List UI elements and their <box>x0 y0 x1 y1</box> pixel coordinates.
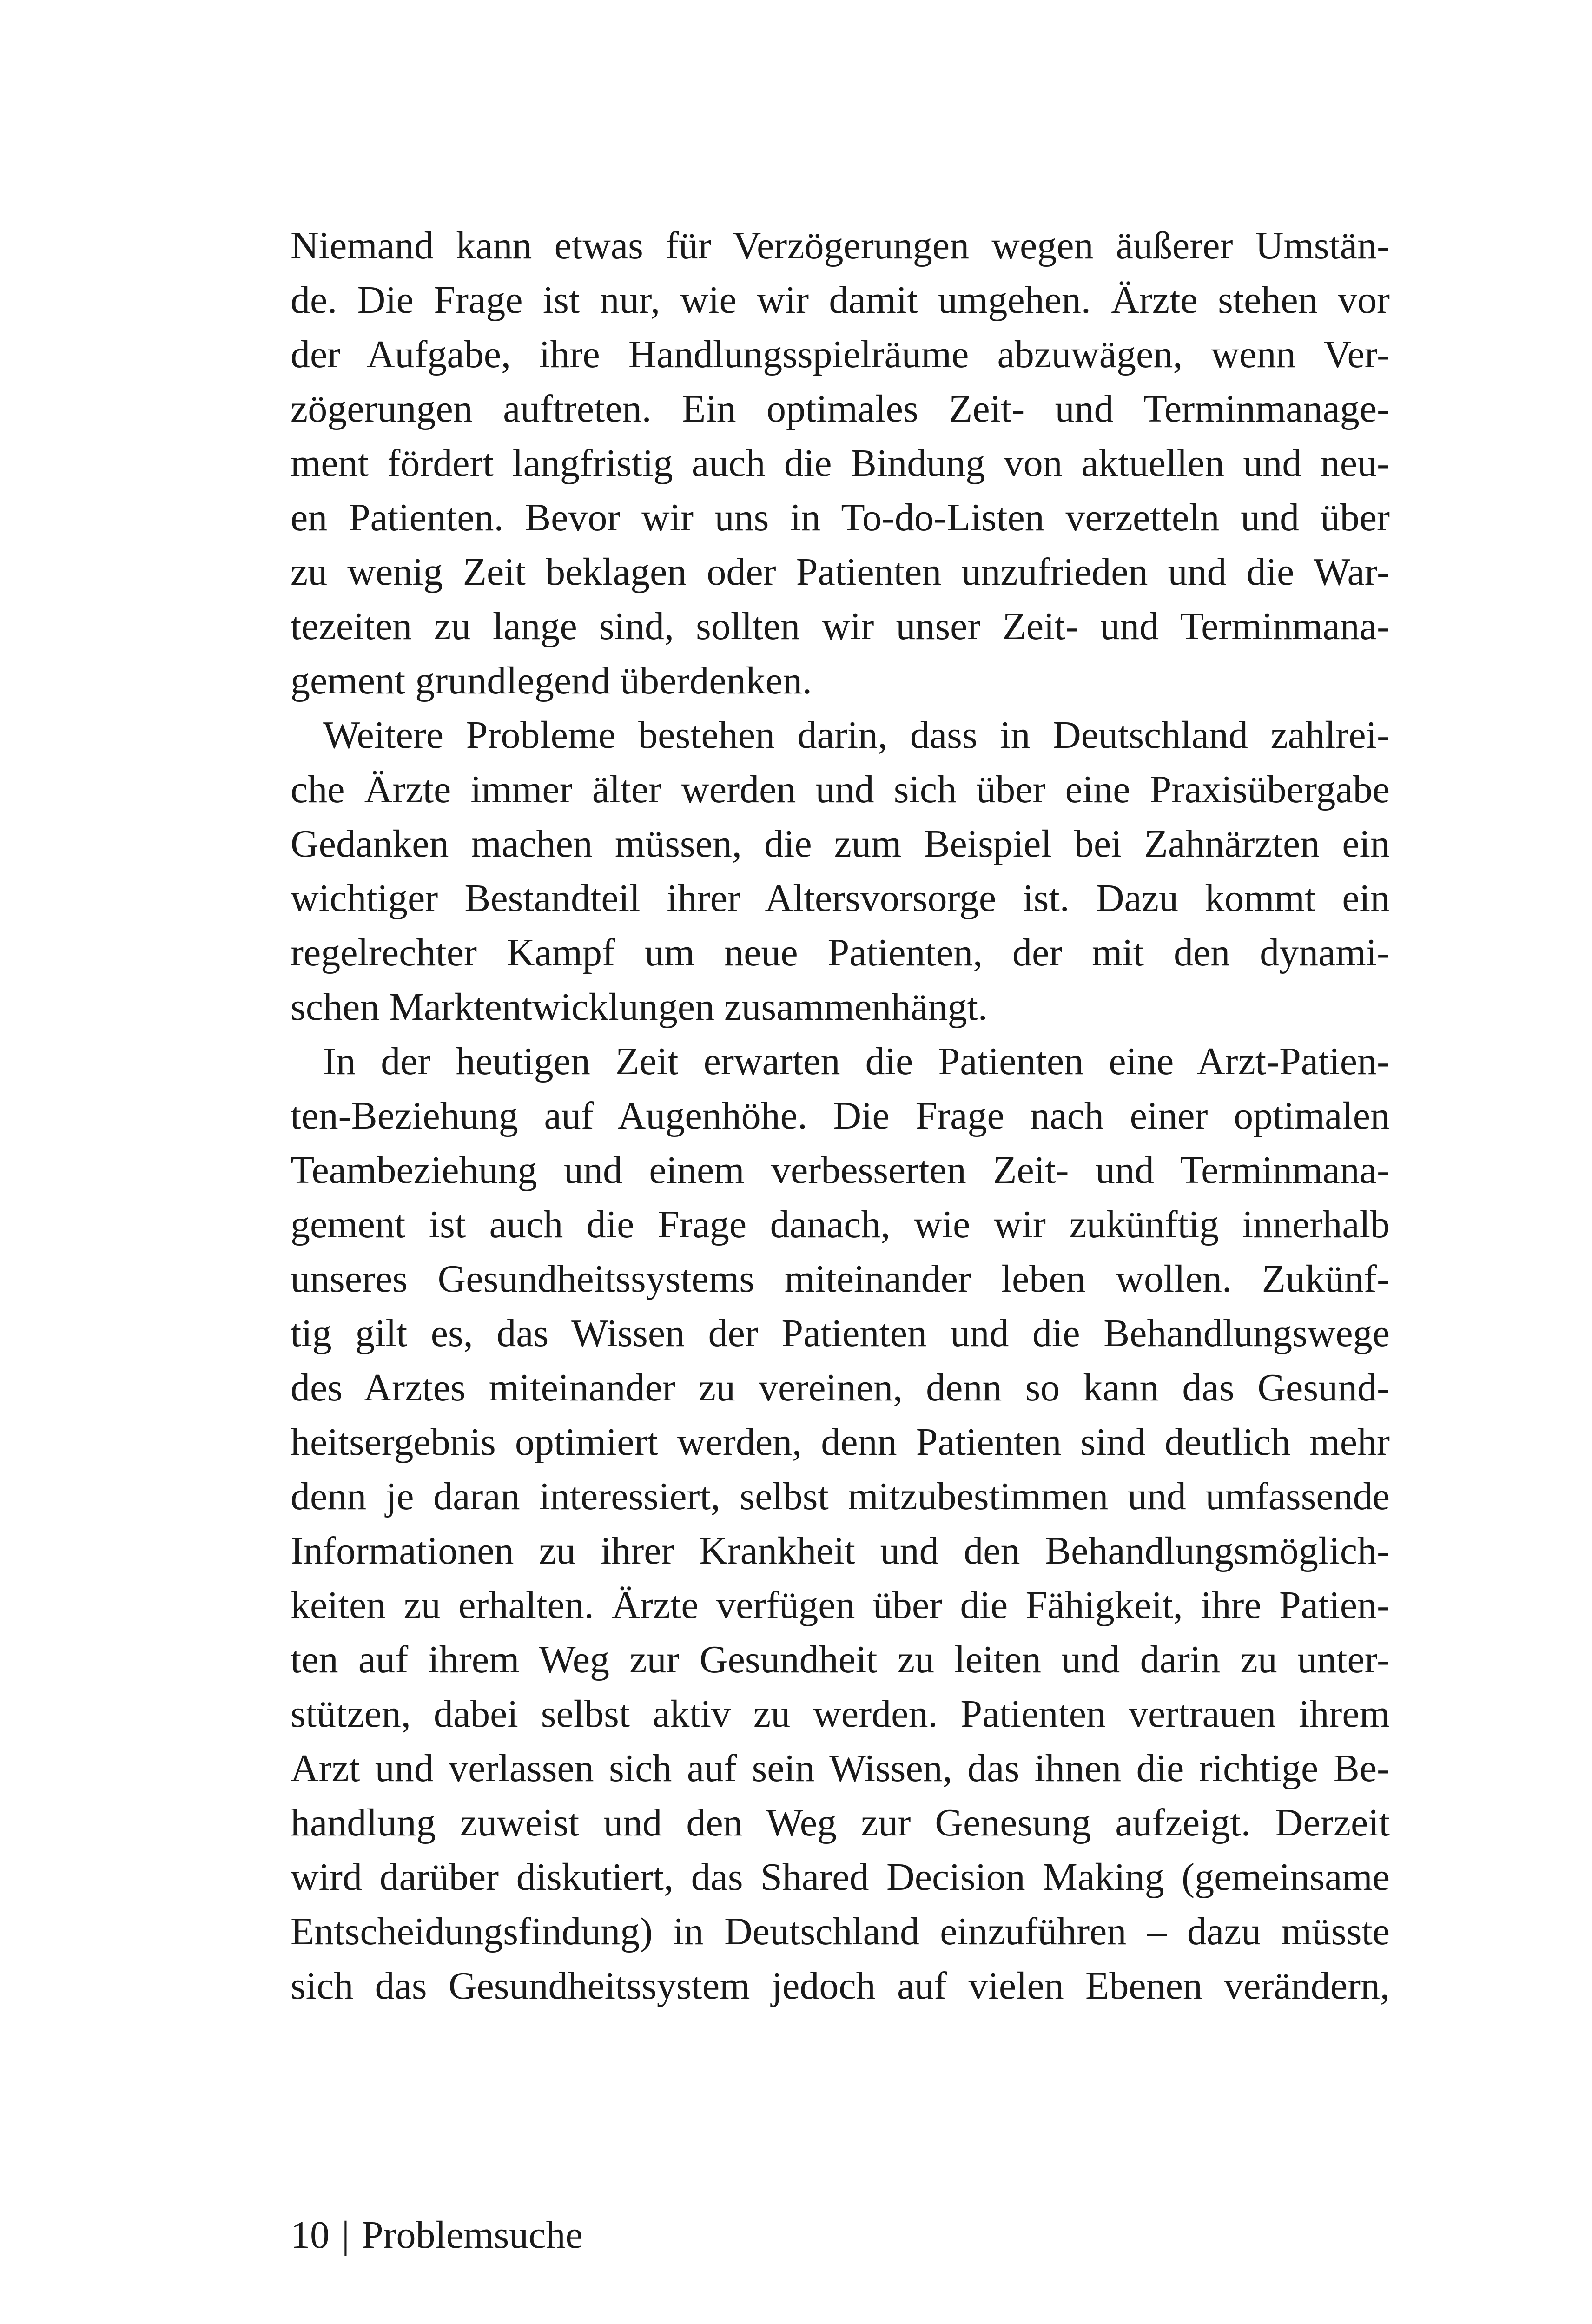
text-line: heitsergebnis optimiert werden, denn Patienten sind deutlich mehr <box>291 1420 1390 1464</box>
text-line: stützen, dabei selbst aktiv zu werden. Patienten vertrauen ihrem <box>291 1692 1390 1736</box>
page-footer <box>291 2208 583 2262</box>
text-line: Entscheidungsfindung) in Deutschland einzuführen – dazu müsste <box>291 1910 1390 1953</box>
text-line: Weitere Probleme bestehen darin, dass in Deutschland zahlrei- <box>323 713 1390 757</box>
text-line: des Arztes miteinander zu vereinen, denn so kann das Gesund- <box>291 1366 1390 1409</box>
text-line: Teambeziehung und einem verbesserten Zeit- und Terminmana- <box>291 1149 1390 1192</box>
text-line: ten auf ihrem Weg zur Gesundheit zu leiten und darin zu unter- <box>291 1638 1390 1681</box>
text-line: wird darüber diskutiert, das Shared Decision Making (gemeinsame <box>291 1855 1390 1899</box>
text-line: ment fördert langfristig auch die Bindung von aktuellen und neu- <box>291 442 1390 485</box>
text-line: wichtiger Bestandteil ihrer Altersvorsorge ist. Dazu kommt ein <box>291 877 1390 920</box>
text-line: In der heutigen Zeit erwarten die Patienten eine Arzt-Patien- <box>323 1040 1390 1083</box>
text-line: zögerungen auftreten. Ein optimales Zeit- und Terminmanage- <box>291 387 1390 430</box>
page-number: 10 <box>291 2213 330 2257</box>
text-line: der Aufgabe, ihre Handlungsspielräume abzuwägen, wenn Ver- <box>291 333 1390 376</box>
text-line: Gedanken machen müssen, die zum Beispiel bei Zahnärzten ein <box>291 822 1390 865</box>
text-line: en Patienten. Bevor wir uns in To-do-Listen verzetteln und über <box>291 496 1390 539</box>
text-line: de. Die Frage ist nur, wie wir damit umgehen. Ärzte stehen vor <box>291 278 1390 322</box>
text-line: Arzt und verlassen sich auf sein Wissen, das ihnen die richtige Be- <box>291 1747 1390 1790</box>
text-line: unseres Gesundheitssystems miteinander leben wollen. Zukünf- <box>291 1257 1390 1301</box>
text-line: handlung zuweist und den Weg zur Genesung aufzeigt. Derzeit <box>291 1801 1390 1844</box>
text-line: ten-Beziehung auf Augenhöhe. Die Frage nach einer optimalen <box>291 1094 1390 1137</box>
text-line: keiten zu erhalten. Ärzte verfügen über die Fähigkeit, ihre Patien- <box>291 1584 1390 1627</box>
text-line: denn je daran interessiert, selbst mitzubestimmen und umfassende <box>291 1475 1390 1518</box>
text-line: tig gilt es, das Wissen der Patienten und die Behandlungswege <box>291 1312 1390 1355</box>
text-line: sich das Gesundheitssystem jedoch auf vielen Ebenen verändern, <box>291 1964 1390 2007</box>
text-line: gement grundlegend überdenken. <box>291 659 812 702</box>
text-line: tezeiten zu lange sind, sollten wir unser Zeit- und Terminmana- <box>291 605 1390 648</box>
body-text <box>291 218 1390 2013</box>
section-title: Problemsuche <box>361 2213 583 2257</box>
text-line: Niemand kann etwas für Verzögerungen wegen äußerer Umstän- <box>291 224 1390 267</box>
text-line: regelrechter Kampf um neue Patienten, der mit den dynami- <box>291 931 1390 974</box>
footer-separator: | <box>342 2213 350 2257</box>
text-line: zu wenig Zeit beklagen oder Patienten unzufrieden und die War- <box>291 550 1390 594</box>
text-line: Informationen zu ihrer Krankheit und den Behandlungsmöglich- <box>291 1529 1390 1572</box>
text-line: che Ärzte immer älter werden und sich über eine Praxisübergabe <box>291 768 1390 811</box>
text-line: gement ist auch die Frage danach, wie wir zukünftig innerhalb <box>291 1203 1390 1246</box>
text-line: schen Marktentwicklungen zusammenhängt. <box>291 985 988 1029</box>
